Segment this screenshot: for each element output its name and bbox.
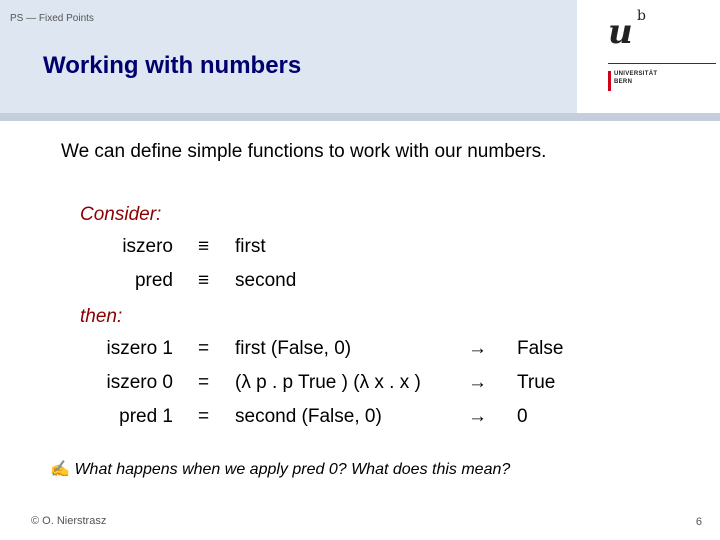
- question-text: What happens when we apply pred 0? What does this mean?: [74, 461, 511, 478]
- logo-text: [614, 70, 657, 86]
- definition-op: ≡: [198, 270, 210, 291]
- evaluation-op: =: [198, 372, 210, 393]
- logo-rule: [608, 63, 716, 64]
- arrow-icon: →: [468, 372, 487, 393]
- consider-label: Consider:: [80, 204, 162, 225]
- definition-rhs: second: [235, 270, 297, 291]
- footer-author: © O. Nierstrasz: [31, 515, 107, 527]
- evaluation-result: True: [517, 372, 556, 393]
- header-divider: [0, 113, 720, 121]
- arrow-icon: →: [468, 406, 487, 427]
- definition-op: ≡: [198, 236, 210, 257]
- evaluation-op: =: [198, 338, 210, 359]
- evaluation-lhs: pred 1: [119, 406, 173, 427]
- university-logo: [606, 6, 716, 96]
- evaluation-lhs: iszero 0: [106, 372, 173, 393]
- question-line: [50, 459, 510, 479]
- arrow-icon: →: [468, 338, 487, 359]
- course-label: PS — Fixed Points: [10, 13, 94, 24]
- definition-rhs: first: [235, 236, 266, 257]
- definition-lhs: pred: [134, 270, 173, 291]
- page-number: 6: [695, 516, 702, 528]
- logo-u: u: [608, 12, 633, 52]
- slide-title: Working with numbers: [43, 52, 302, 79]
- evaluation-op: =: [198, 406, 210, 427]
- logo-red-bar: [608, 71, 611, 91]
- logo-text-line2: BERN: [614, 79, 633, 85]
- evaluation-result: False: [517, 338, 564, 359]
- evaluation-rhs: (λ p . p True ) (λ x . x ): [235, 372, 421, 393]
- evaluation-rhs: second (False, 0): [235, 406, 382, 427]
- then-label: then:: [80, 306, 123, 327]
- writing-hand-icon: ✍: [50, 461, 70, 478]
- intro-text: We can define simple functions to work with our numbers.: [61, 141, 547, 162]
- evaluation-rhs: first (False, 0): [235, 338, 352, 359]
- logo-b: b: [637, 8, 646, 24]
- definition-lhs: iszero: [122, 236, 173, 257]
- evaluation-lhs: iszero 1: [106, 338, 173, 359]
- logo-text-line1: UNIVERSITÄT: [614, 71, 658, 77]
- evaluation-result: 0: [517, 406, 528, 427]
